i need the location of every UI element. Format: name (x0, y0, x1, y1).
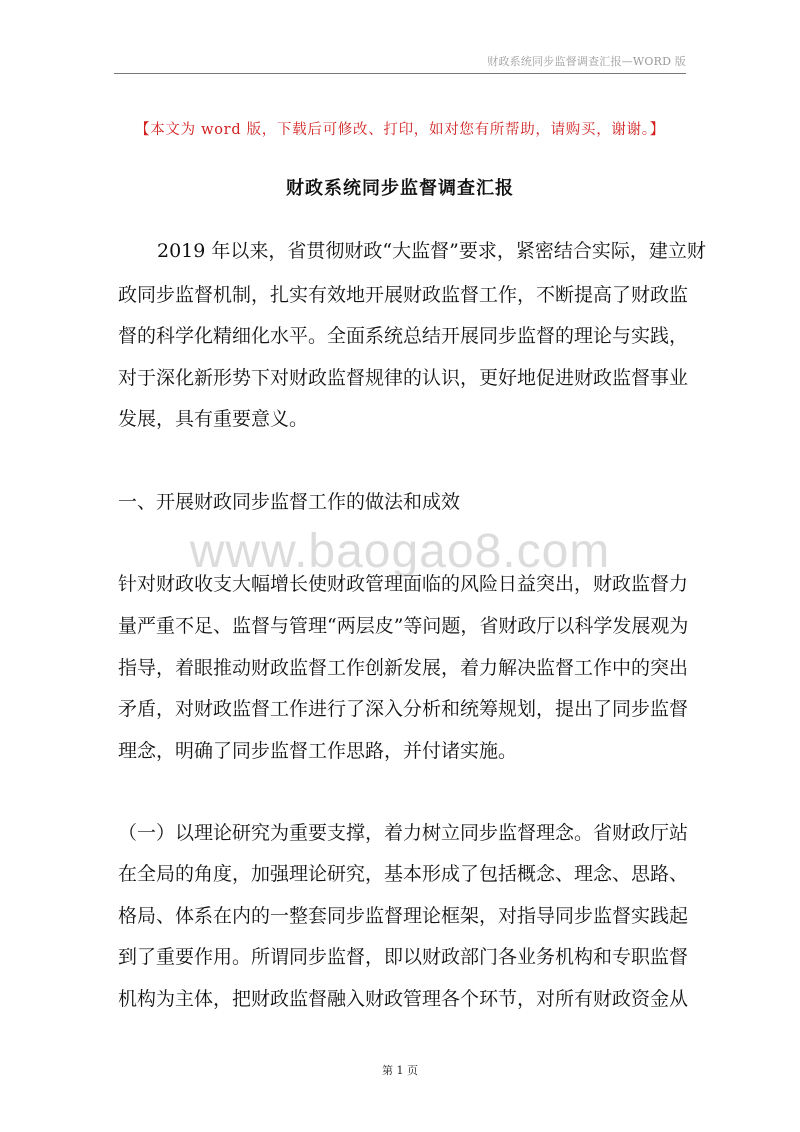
paragraph-line: 对于深化新形势下对财政监督规律的认识，更好地促进财政监督事业 (118, 367, 689, 389)
paragraph-line: （一）以理论研究为重要支撑，着力树立同步监督理念。省财政厅站 (118, 822, 689, 844)
section-heading: 一、开展财政同步监督工作的做法和成效 (118, 491, 461, 513)
paragraph-line: 矛盾，对财政监督工作进行了深入分析和统筹规划，提出了同步监督 (118, 698, 689, 720)
paragraph-line: 督的科学化精细化水平。全面系统总结开展同步监督的理论与实践， (118, 325, 689, 347)
document-title: 财政系统同步监督调查汇报 (286, 178, 514, 199)
paragraph-line: 指导，着眼推动财政监督工作创新发展，着力解决监督工作中的突出 (118, 657, 689, 679)
paragraph-line: 针对财政收支大幅增长使财政管理面临的风险日益突出，财政监督力 (118, 573, 689, 595)
page-number: 第 1 页 (382, 1064, 418, 1077)
paragraph-line: 机构为主体，把财政监督融入财政管理各个环节，对所有财政资金从 (118, 988, 689, 1010)
paragraph-line: 在全局的角度，加强理论研究，基本形成了包括概念、理念、思路、 (118, 863, 689, 885)
paragraph-line: 理念，明确了同步监督工作思路，并付诸实施。 (118, 740, 518, 762)
paragraph-line: 2019 年以来，省贯彻财政“大监督”要求，紧密结合实际，建立财 (157, 240, 706, 262)
page-header (114, 40, 686, 74)
paragraph-line: 量严重不足、监督与管理“两层皮”等问题，省财政厅以科学发展观为 (118, 615, 689, 637)
paragraph-line: 到了重要作用。所谓同步监督，即以财政部门各业务机构和专职监督 (118, 946, 689, 968)
paragraph-line: 政同步监督机制，扎实有效地开展财政监督工作，不断提高了财政监 (118, 284, 689, 306)
header-text: 财政系统同步监督调查汇报—WORD 版 (487, 55, 686, 68)
paragraph-line: 格局、体系在内的一整套同步监督理论框架，对指导同步监督实践起 (118, 905, 689, 927)
paragraph-line: 发展，具有重要意义。 (118, 408, 309, 430)
watermark: www.baogao8.com (189, 525, 611, 578)
purchase-notice: 【本文为 word 版，下载后可修改、打印，如对您有所帮助，请购买，谢谢。】 (135, 122, 665, 138)
